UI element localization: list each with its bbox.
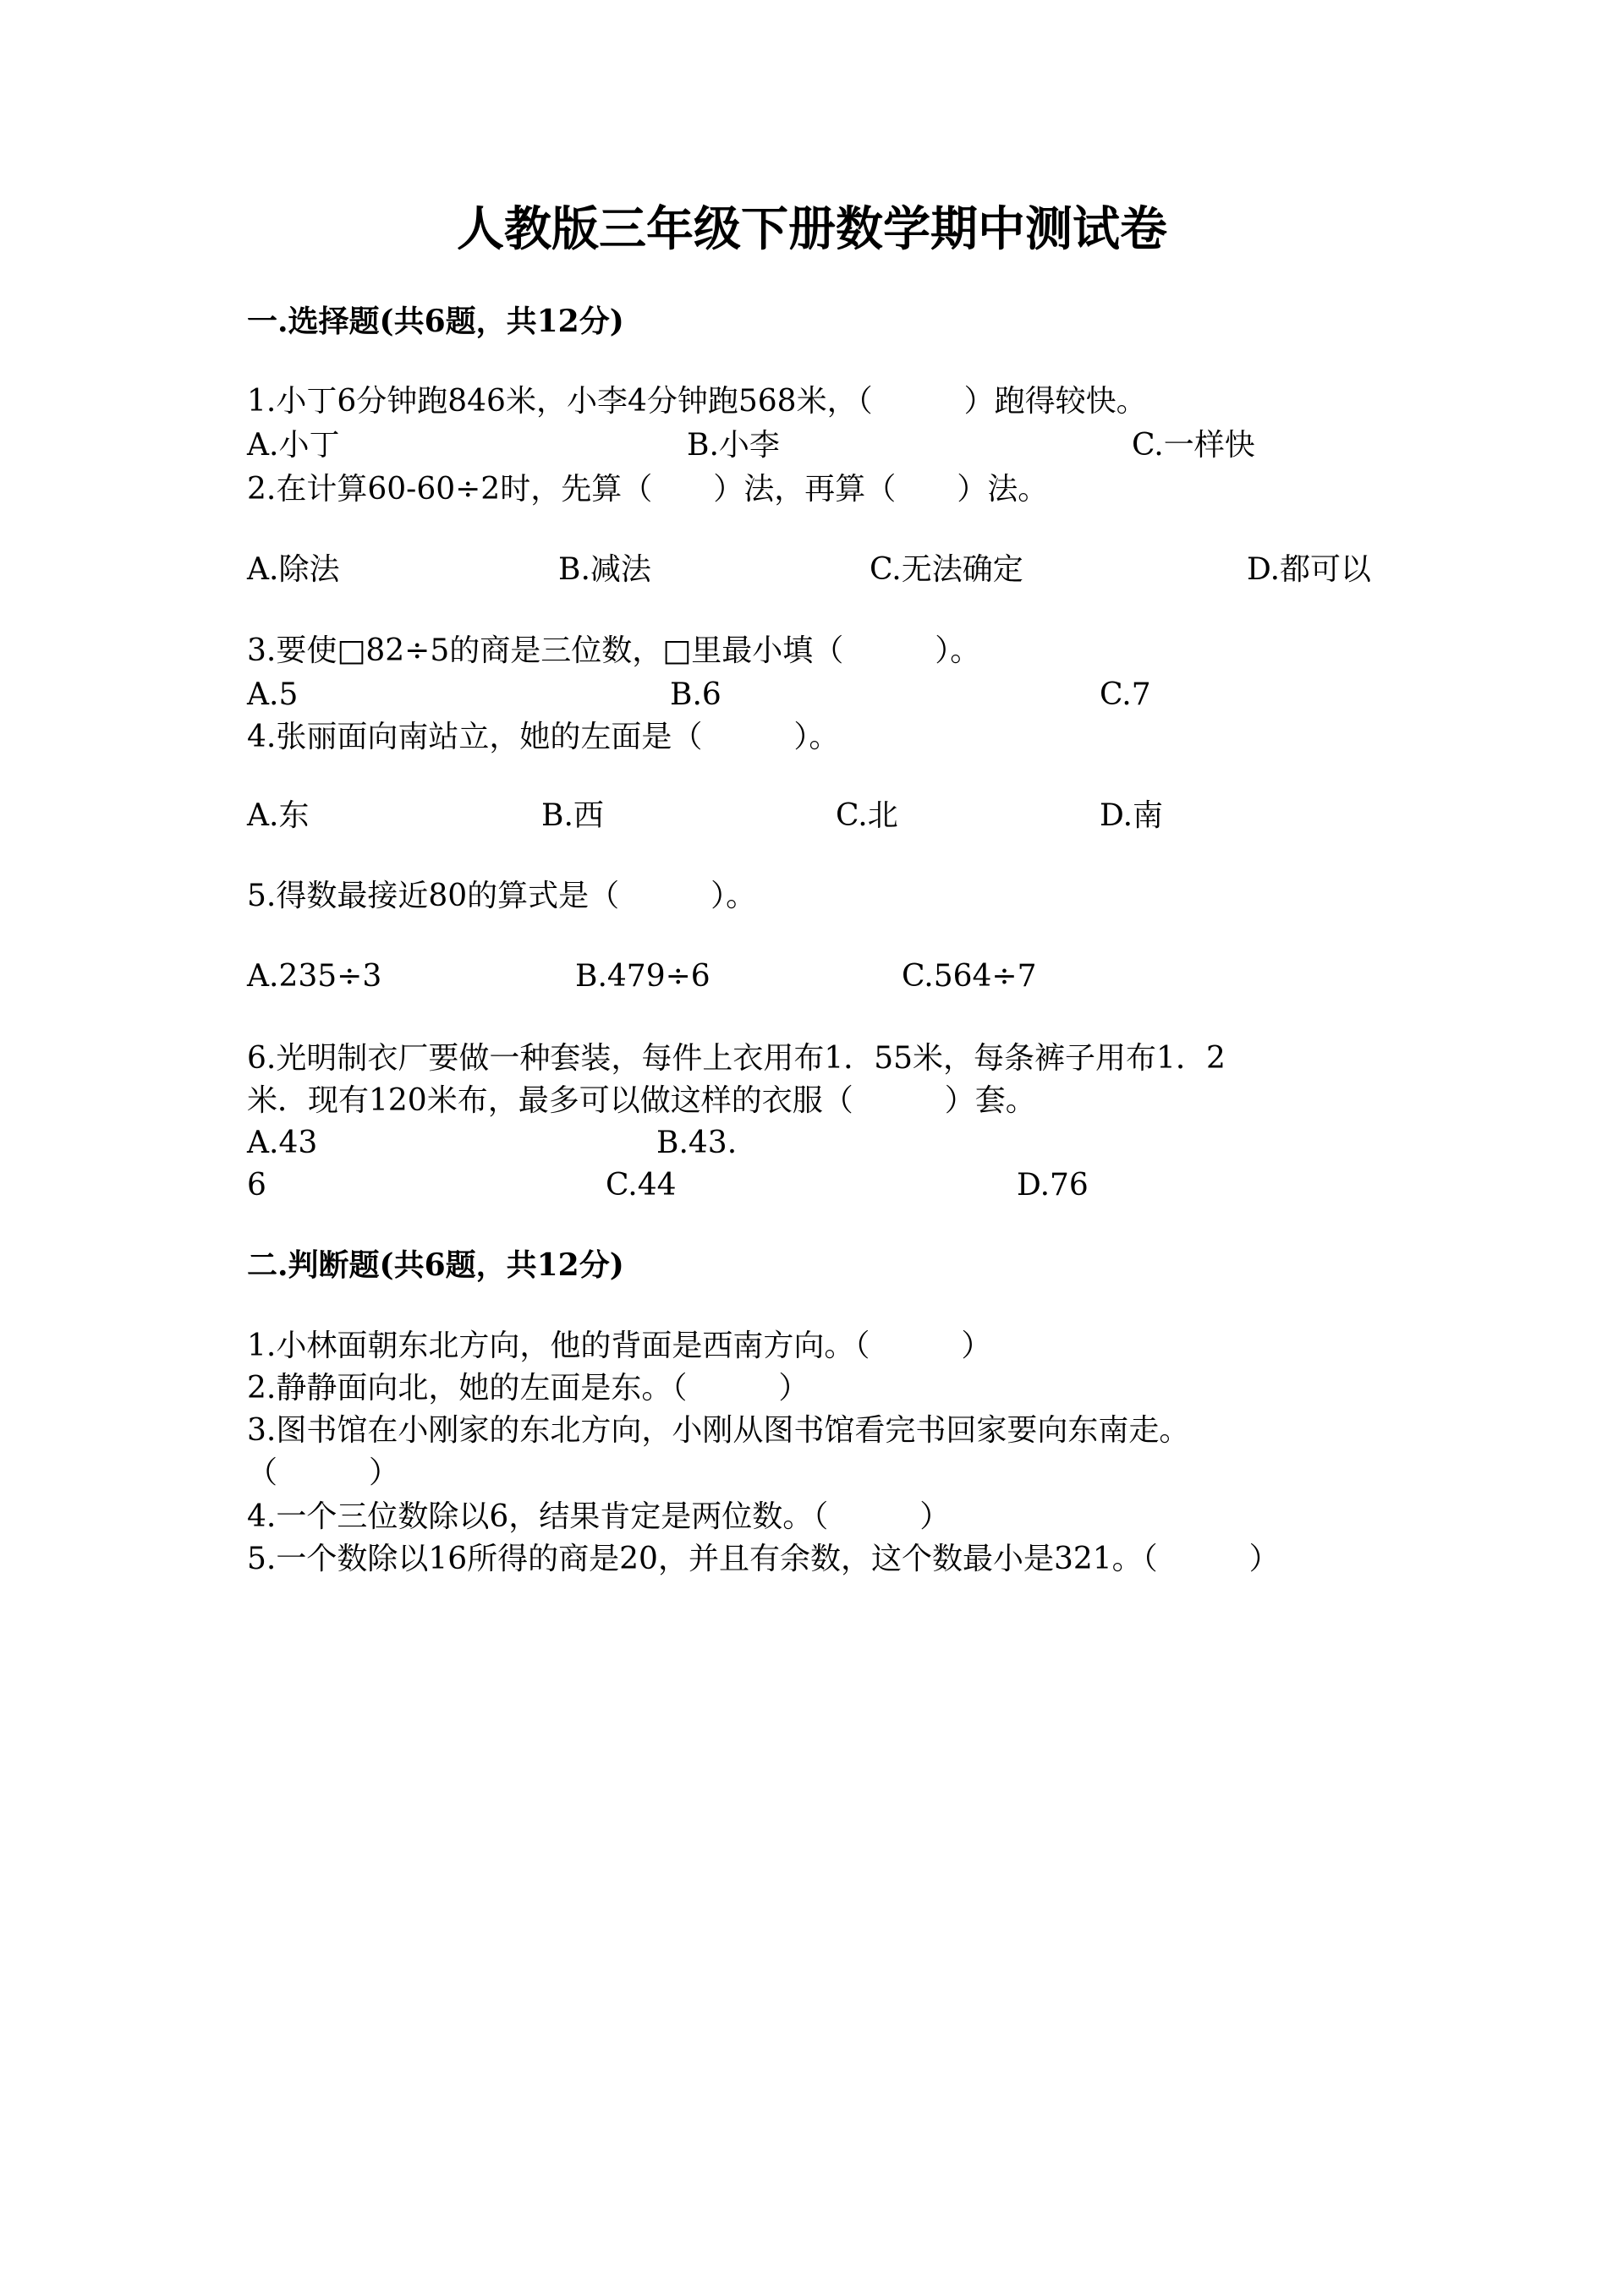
q2-option-b: B.减法 [558,552,651,587]
q1-option-a: A.小丁 [247,428,340,463]
question-2-text: 2.在计算60-60÷2时，先算（ ）法，再算（ ）法。 [247,472,1049,507]
judgement-3-text-line1: 3.图书馆在小刚家的东北方向，小刚从图书馆看完书回家要向东南走。 [247,1413,1190,1448]
question-3-text: 3.要使□82÷5的商是三位数，□里最小填（ ）。 [247,633,981,668]
question-6-text-line1: 6.光明制衣厂要做一种套装，每件上衣用布1．55米，每条裤子用布1．2 [247,1041,1226,1076]
section-heading-judgement: 二.判断题(共6题，共12分) [247,1247,624,1283]
q1-option-b: B.小李 [687,428,780,463]
q6-option-a: A.43 [247,1126,318,1160]
q2-option-a: A.除法 [247,552,340,587]
q6-option-b: B.43. [656,1126,738,1160]
q6-option-c: C.44 [606,1168,677,1203]
judgement-5-text: 5.一个数除以16所得的商是20，并且有余数，这个数最小是321。（ ） [247,1542,1280,1576]
q4-option-a: A.东 [247,798,310,833]
judgement-2-text: 2.静静面向北，她的左面是东。（ ） [247,1371,809,1406]
section-heading-choice: 一.选择题(共6题，共12分) [247,304,624,339]
q3-option-b: B.6 [670,677,721,712]
q6-option-b-continued: 6 [247,1168,266,1203]
judgement-4-text: 4.一个三位数除以6，结果肯定是两位数。（ ） [247,1499,951,1534]
judgement-1-text: 1.小林面朝东北方向，他的背面是西南方向。（ ） [247,1329,992,1363]
q5-option-b: B.479÷6 [575,959,710,994]
q3-option-a: A.5 [247,677,299,712]
question-5-text: 5.得数最接近80的算式是（ ）。 [247,879,757,913]
page-title: 人教版三年级下册数学期中测试卷 [457,201,1167,257]
q4-option-b: B.西 [541,798,604,833]
q3-option-c: C.7 [1100,677,1151,712]
q5-option-a: A.235÷3 [247,959,382,994]
q2-option-c: C.无法确定 [870,552,1023,587]
q4-option-d: D.南 [1100,798,1164,833]
q2-option-d: D.都可以 [1247,552,1372,587]
q1-option-c: C.一样快 [1132,428,1255,463]
question-6-text-line2: 米．现有120米布，最多可以做这样的衣服（ ）套。 [247,1083,1036,1118]
judgement-3-text-line2: （ ） [247,1455,400,1490]
question-4-text: 4.张丽面向南站立，她的左面是（ ）。 [247,720,840,754]
q5-option-c: C.564÷7 [902,959,1037,994]
q6-option-d: D.76 [1017,1168,1089,1203]
q4-option-c: C.北 [836,798,898,833]
question-1-text: 1.小丁6分钟跑846米，小李4分钟跑568米，（ ）跑得较快。 [247,384,1147,419]
